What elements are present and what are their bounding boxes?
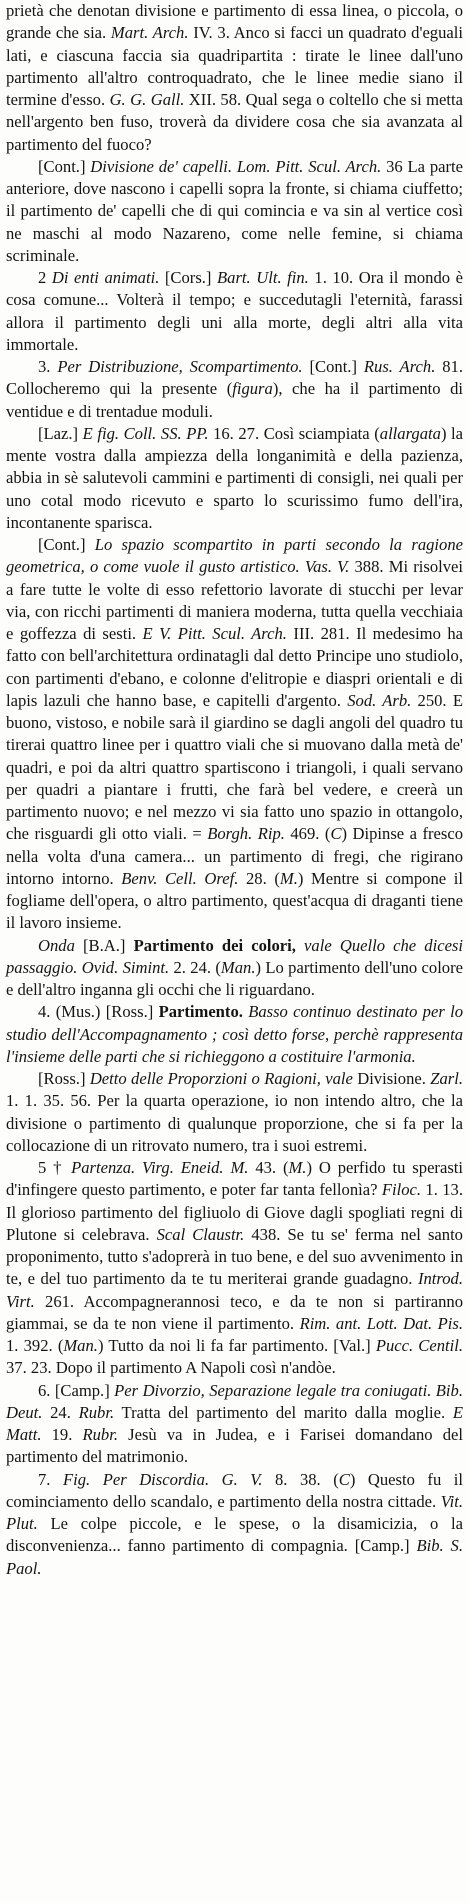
text-run: 388. Mi risolvei a fare tutte le volte di esso refettorio lavorate di stucchi per levar via, con ricchi partimenti di maniera moderna, tutta quella vecchiaia e goffezza di sesti.	[6, 557, 463, 643]
italic-run: Bart. Ult. fin.	[217, 268, 309, 287]
text-run: ), che ha il partimento di ventidue e di trentadue moduli.	[6, 379, 463, 421]
text-run: 1. 10. Ora il mondo è cosa comune... Volterà il tempo; e succedutagli l'eternità, farassi allora il partimento degli uni alla morte, degli altri alla vita immortale.	[6, 268, 463, 354]
italic-run: Rim. ant. Lott. Dat. Pis.	[299, 1313, 463, 1333]
text-run: [Ross.]	[38, 1069, 90, 1088]
text-run: [Cont.]	[302, 357, 364, 376]
text-run: 16. 27. Così sciampiata (	[208, 423, 380, 443]
italic-run: M.	[279, 868, 298, 888]
italic-run: Per Distribuzione, Scompartimento.	[57, 357, 303, 376]
italic-run: Man.	[63, 1336, 98, 1355]
text-run: [Cont.]	[38, 156, 91, 176]
text-run: 250. E buono, vistoso, e nobile sarà il giardino se dagli angoli del quadro tu tirerai quattro linee per i quattro viali che si muovano dalla metà de' quadri, e poi da altri quattro spartiscono i triangoli, i quali servano per quadri a piantare i frutti, che farà bel vedere, e creerà un partimento nuovo; e nel mezzo vi sia fatto uno spazio in ottangolo, che risguardi gli otto viali. =	[6, 690, 463, 844]
italic-run: C	[330, 824, 342, 844]
italic-run: Filoc.	[381, 1180, 422, 1200]
entry-paragraph	[6, 1068, 463, 1157]
text-run: ) Lo partimento dell'uno colore e dell'altro inganna gli occhi che li riguardano.	[6, 957, 463, 999]
italic-run: Man.	[220, 957, 256, 977]
entry-paragraph	[6, 423, 463, 534]
text-run: 2	[38, 268, 52, 287]
italic-run: E fig. Coll. SS. PP.	[82, 423, 209, 443]
italic-run: Per Divorzio, Separazione legale tra coniugati. Bib. Deut.	[6, 1380, 463, 1422]
italic-run: Borgh. Rip.	[207, 824, 285, 844]
text-run: 36 La parte anteriore, dove nascono i capelli sopra la fronte, si chiama ciuffetto; il partimento de' capelli che di qui comincia e va sin al vertice così ne maschi al modo Nazareno, come nelle femine, si chiama scriminale.	[6, 156, 463, 265]
italic-run: M.	[288, 1158, 307, 1177]
italic-run: Mart. Arch.	[110, 23, 189, 43]
italic-run: Benv. Cell. Oref.	[121, 868, 239, 888]
entry-paragraph	[6, 267, 463, 356]
text-run: Jesù va in Judea, e i Farisei domandano del partimento del matrimonio.	[6, 1425, 463, 1467]
italic-run: Introd. Virt.	[6, 1269, 463, 1311]
text-run: 37. 23. Dopo il partimento A Napoli così n'andòe.	[6, 1358, 336, 1378]
text-run: 81. Collocheremo qui la presente (	[6, 357, 464, 399]
bold-run: Partimento dei colori,	[133, 935, 296, 955]
entry-paragraph	[6, 0, 463, 156]
entry-paragraph	[6, 156, 463, 267]
italic-run: Onda	[38, 935, 75, 955]
text-run: ) O perfido tu sperasti d'infingere questo partimento, e poter far tanta fellonìa?	[6, 1158, 463, 1200]
entry-paragraph	[6, 1001, 463, 1068]
text-run: 6. [Camp.]	[38, 1380, 115, 1400]
italic-run: E Matt.	[6, 1402, 463, 1444]
entry-paragraph	[6, 534, 463, 935]
italic-run: Sod. Arb.	[347, 690, 412, 710]
text-run: 438. Se tu se' ferma nel santo proponimento, tutto s'adoprerà in tuo bene, e del suo avvenimento in te, e del tuo partimento da te tu meriterai grande guadagno.	[6, 1224, 463, 1289]
italic-run: Rubr.	[78, 1402, 115, 1422]
text-run: 261. Accompagnerannosi teco, e da te non si partiranno giammai, se da te non viene il partimento.	[6, 1291, 463, 1333]
italic-run: C	[338, 1469, 350, 1489]
italic-run: Bib. S. Paol.	[6, 1536, 463, 1578]
text-run: ) Questo fu il cominciamento dello scandalo, e partimento della nostra cittade.	[6, 1469, 463, 1511]
text-run: 8. 38. (	[262, 1469, 339, 1489]
text-run: Divisione.	[352, 1069, 431, 1088]
entry-paragraph	[6, 1380, 463, 1469]
bold-run: Partimento.	[158, 1002, 243, 1022]
italic-run: G. G. Gall.	[109, 90, 185, 109]
text-run: III. 281. Il medesimo ha fatto con bell'architettura ordinatagli dal detto Principe uno studiolo, con partimenti d'ebano, e colonne d'elitropie e diaspri orientali e di lapis lazuli che hanno base, e capitelli d'argento.	[6, 624, 464, 710]
text-run: Le colpe piccole, e le spese, o la disamicizia, o la disconvenienza... fanno partimento di compagnia. [Camp.]	[6, 1514, 463, 1556]
entry-paragraph	[6, 356, 463, 423]
italic-run: Vit. Plut.	[6, 1491, 463, 1533]
italic-run: vale Quello che dicesi passaggio. Ovid. Simint.	[6, 935, 464, 977]
text-run: 19.	[41, 1425, 83, 1444]
text-run: [Cont.]	[38, 535, 95, 554]
italic-run: Di enti animati.	[51, 268, 160, 287]
text-run: XII. 58. Qual sega o coltello che si metta nell'argento ben fuso, troverà da dividere cosa che sia avanzata al partimento del fuoco?	[6, 90, 463, 154]
text-run: [Laz.]	[38, 423, 83, 443]
text-run: IV. 3. Anco si facci un quadrato d'eguali lati, e ciascuna faccia sia quadripartita : tirate le linee dall'uno partimento all'altro controquadrato, che le linee medie siano il termine d'esso.	[6, 23, 463, 109]
text-run: 1. 13. Il glorioso partimento del figliuolo di Giove dagli spogliati regni di Plutone si celebrava.	[6, 1180, 464, 1244]
text-run: 28. (	[238, 868, 280, 888]
text-run: [Cors.]	[159, 268, 218, 287]
text-run: 43. (	[248, 1158, 289, 1177]
entry-text-column	[6, 0, 463, 1580]
text-run: ) la mente vostra dalla ampiezza della longanimità e della pazienza, abbia in sè salutevoli cammini e partimenti di consigli, nei quali per uno cotal modo ricevuto e sparto lo scurissimo fumo dell'ira, incontanente sparisca.	[6, 423, 464, 532]
text-run: [B.A.]	[74, 935, 134, 955]
italic-run: Fig. Per Discordia. G. V.	[62, 1469, 263, 1489]
text-run: ) Tutto da noi li fa far partimento. [Val.]	[97, 1336, 376, 1355]
text-run: ) Mentre si compone il fogliame dell'opera, o altro partimento, quest'acqua di draganti tiene il lavoro insieme.	[6, 868, 463, 933]
italic-run: Scal Claustr.	[156, 1224, 245, 1244]
italic-run: Detto delle Proporzioni o Ragioni, vale	[89, 1069, 353, 1088]
text-run: 1. 392. (	[6, 1336, 64, 1355]
italic-run: Zarl.	[430, 1069, 463, 1088]
text-run: 5 †	[38, 1158, 72, 1177]
text-run: 469. (	[284, 824, 331, 844]
entry-paragraph	[6, 1157, 463, 1380]
italic-run: E V. Pitt. Scul. Arch.	[142, 624, 287, 643]
italic-run: Basso continuo destinato per lo studio dell'Accompagnamento ; così detto forse, perchè rappresenta l'insieme delle parti che si richieggono a costituire l'armonia.	[6, 1002, 463, 1066]
text-run: 1. 1. 35. 56. Per la quarta operazione, io non intendo altro, che la divisione o partimento di qualunque proporzione, che si fa per la collocazione di un ritrovato numero, tra i suoi estremi.	[6, 1091, 463, 1155]
italic-run: allargata	[379, 423, 441, 443]
text-run: 2. 24. (	[169, 957, 221, 977]
italic-run: Divisione de' capelli. Lom. Pitt. Scul. Arch.	[90, 156, 382, 176]
text-run: Tratta del partimento del marito dalla moglie.	[114, 1402, 453, 1422]
text-run: 3.	[38, 357, 58, 376]
italic-run: Partenza. Virg. Eneid. M.	[71, 1158, 249, 1177]
italic-run: figura	[232, 379, 273, 399]
text-run: 4. (Mus.) [Ross.]	[38, 1002, 159, 1022]
entry-paragraph	[6, 935, 463, 1002]
italic-run: Rubr.	[82, 1425, 118, 1444]
text-run: 7.	[38, 1469, 63, 1489]
italic-run: Pucc. Centil.	[375, 1336, 464, 1355]
entry-paragraph	[6, 1469, 463, 1580]
text-run: 24.	[42, 1402, 79, 1422]
italic-run: Lo spazio scompartito in parti secondo la ragione geometrica, o come vuole il gusto artistico. Vas. V.	[6, 535, 463, 577]
text-run: ) Dipinse a fresco nella volta d'una camera... un partimento di fregi, che rigirano intorno intorno.	[6, 824, 463, 888]
text-run: prietà che denotan divisione e partimento di essa linea, o piccola, o grande che sia.	[6, 1, 463, 43]
italic-run: Rus. Arch.	[363, 357, 436, 376]
